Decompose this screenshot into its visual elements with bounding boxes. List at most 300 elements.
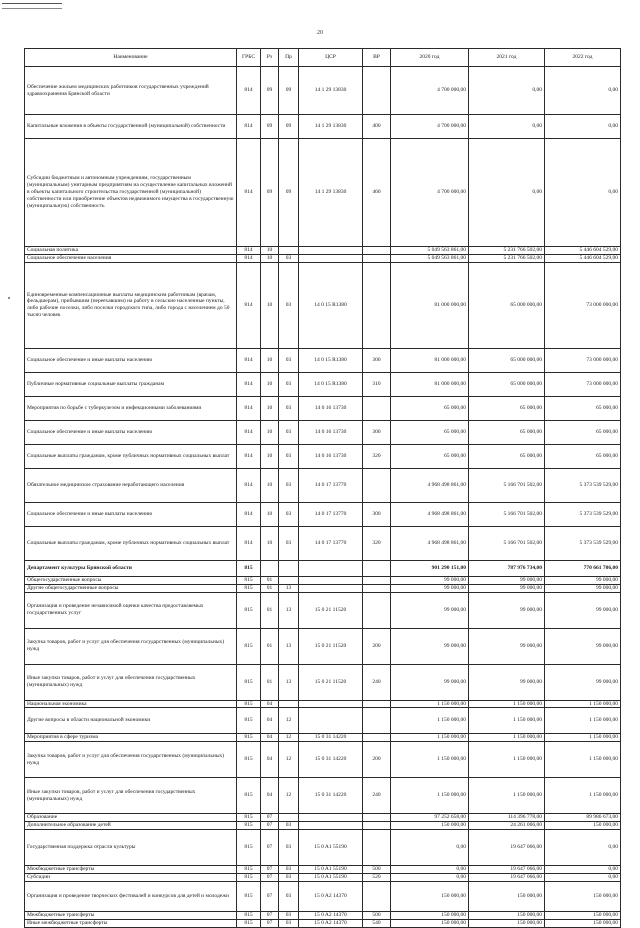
cell-vr bbox=[363, 67, 391, 115]
cell-y2021: 150 000,00 bbox=[469, 919, 545, 927]
cell-pr: 03 bbox=[279, 262, 299, 348]
cell-vr: 460 bbox=[363, 139, 391, 247]
table-row bbox=[25, 468, 621, 502]
cell-y2021: 19 647 066,00 bbox=[469, 873, 545, 881]
cell-name: Социальное обеспечение населения bbox=[25, 254, 237, 262]
cell-pr bbox=[279, 814, 299, 822]
cell-name: Закупка товаров, работ и услуг для обеспечения государственных (муниципальных) нужд bbox=[25, 742, 237, 778]
table-row bbox=[25, 700, 621, 708]
cell-grbs: 815 bbox=[237, 873, 261, 881]
cell-name: Государственная поддержка отрасли культуры bbox=[25, 830, 237, 866]
cell-csr: 14 0 17 13770 bbox=[299, 468, 363, 502]
table-row bbox=[25, 372, 621, 396]
header-pr: Пр bbox=[279, 49, 299, 67]
cell-grbs: 814 bbox=[237, 139, 261, 247]
cell-y2021: 114 396 778,00 bbox=[469, 814, 545, 822]
cell-csr: 15 0 A2 14370 bbox=[299, 911, 363, 919]
cell-rz: 10 bbox=[261, 468, 279, 502]
header-2020: 2020 год bbox=[391, 49, 469, 67]
table-row bbox=[25, 115, 621, 139]
cell-name: Иные межбюджетные трансферты bbox=[25, 919, 237, 927]
cell-grbs: 814 bbox=[237, 396, 261, 420]
table-body bbox=[25, 67, 621, 928]
cell-csr: 15 0 A1 55190 bbox=[299, 873, 363, 881]
cell-y2020: 99 000,00 bbox=[391, 584, 469, 592]
cell-y2022: 0,00 bbox=[545, 830, 621, 866]
header-2022: 2022 год bbox=[545, 49, 621, 67]
cell-y2020: 4 968 498 861,00 bbox=[391, 468, 469, 502]
cell-y2022: 99 000,00 bbox=[545, 664, 621, 700]
cell-rz: 10 bbox=[261, 444, 279, 468]
cell-y2021: 65 000 000,00 bbox=[469, 348, 545, 372]
table-row bbox=[25, 708, 621, 734]
cell-y2021: 99 000,00 bbox=[469, 592, 545, 628]
cell-name: Социальная политика bbox=[25, 247, 237, 255]
cell-y2020: 65 000,00 bbox=[391, 420, 469, 444]
cell-rz: 01 bbox=[261, 664, 279, 700]
cell-name: Организация и проведение независимой оценки качества предоставляемых государственных услуг bbox=[25, 592, 237, 628]
cell-y2020: 4 700 000,00 bbox=[391, 139, 469, 247]
cell-vr bbox=[363, 468, 391, 502]
cell-vr: 240 bbox=[363, 664, 391, 700]
cell-pr: 03 bbox=[279, 881, 299, 911]
header-rz: Рз bbox=[261, 49, 279, 67]
cell-y2020: 0,00 bbox=[391, 873, 469, 881]
cell-y2021: 99 000,00 bbox=[469, 664, 545, 700]
cell-grbs: 815 bbox=[237, 911, 261, 919]
cell-y2021: 5 231 766 502,00 bbox=[469, 254, 545, 262]
cell-pr: 12 bbox=[279, 708, 299, 734]
cell-y2021: 99 000,00 bbox=[469, 576, 545, 584]
cell-csr: 14 0 15 R1380 bbox=[299, 348, 363, 372]
cell-y2020: 99 000,00 bbox=[391, 592, 469, 628]
cell-y2021: 65 000,00 bbox=[469, 420, 545, 444]
cell-y2020: 0,00 bbox=[391, 830, 469, 866]
cell-y2020: 99 000,00 bbox=[391, 664, 469, 700]
cell-csr bbox=[299, 700, 363, 708]
cell-vr: 400 bbox=[363, 115, 391, 139]
cell-y2021: 5 166 701 502,00 bbox=[469, 502, 545, 526]
cell-vr bbox=[363, 592, 391, 628]
cell-name: Обеспечение жильем медицинских работников государственных учреждений здравоохранения Брянской области bbox=[25, 67, 237, 115]
cell-y2022: 5 373 539 529,00 bbox=[545, 526, 621, 560]
cell-y2022: 770 661 706,00 bbox=[545, 560, 621, 576]
cell-name: Дополнительное образование детей bbox=[25, 822, 237, 830]
cell-name: Социальное обеспечение и иные выплаты населению bbox=[25, 502, 237, 526]
cell-pr: 03 bbox=[279, 372, 299, 396]
cell-csr bbox=[299, 822, 363, 830]
cell-rz: 07 bbox=[261, 919, 279, 927]
cell-grbs: 815 bbox=[237, 592, 261, 628]
cell-vr bbox=[363, 822, 391, 830]
cell-y2020: 1 150 000,00 bbox=[391, 734, 469, 742]
cell-name: Иные закупки товаров, работ и услуг для обеспечения государственных (муниципальных) нужд bbox=[25, 778, 237, 814]
cell-vr: 520 bbox=[363, 873, 391, 881]
cell-y2021: 19 647 066,00 bbox=[469, 830, 545, 866]
cell-csr bbox=[299, 560, 363, 576]
cell-name: Мероприятия по борьбе с туберкулезом и инфекционными заболеваниями bbox=[25, 396, 237, 420]
cell-rz: 07 bbox=[261, 873, 279, 881]
cell-grbs: 815 bbox=[237, 628, 261, 664]
cell-y2020: 65 000,00 bbox=[391, 444, 469, 468]
header-vr: ВР bbox=[363, 49, 391, 67]
table-row bbox=[25, 262, 621, 348]
cell-name: Мероприятия в сфере туризма bbox=[25, 734, 237, 742]
table-row bbox=[25, 919, 621, 927]
cell-y2021: 65 000 000,00 bbox=[469, 372, 545, 396]
cell-vr bbox=[363, 396, 391, 420]
cell-csr: 15 0 21 11520 bbox=[299, 592, 363, 628]
cell-grbs: 815 bbox=[237, 700, 261, 708]
cell-grbs: 815 bbox=[237, 778, 261, 814]
cell-grbs: 815 bbox=[237, 742, 261, 778]
cell-grbs: 815 bbox=[237, 560, 261, 576]
cell-vr: 300 bbox=[363, 420, 391, 444]
table-row bbox=[25, 734, 621, 742]
cell-grbs: 815 bbox=[237, 822, 261, 830]
cell-y2021: 19 647 066,00 bbox=[469, 866, 545, 874]
cell-pr: 13 bbox=[279, 592, 299, 628]
cell-y2020: 0,00 bbox=[391, 866, 469, 874]
cell-pr: 03 bbox=[279, 873, 299, 881]
cell-rz: 10 bbox=[261, 502, 279, 526]
table-row bbox=[25, 348, 621, 372]
cell-y2022: 1 150 000,00 bbox=[545, 778, 621, 814]
cell-csr: 14 0 16 13730 bbox=[299, 396, 363, 420]
cell-pr: 03 bbox=[279, 502, 299, 526]
cell-csr: 15 0 A1 55190 bbox=[299, 830, 363, 866]
cell-rz: 09 bbox=[261, 115, 279, 139]
cell-csr: 14 0 15 R1380 bbox=[299, 262, 363, 348]
cell-y2022: 150 000,00 bbox=[545, 822, 621, 830]
cell-rz: 04 bbox=[261, 778, 279, 814]
cell-rz: 10 bbox=[261, 254, 279, 262]
cell-pr: 12 bbox=[279, 778, 299, 814]
cell-grbs: 815 bbox=[237, 664, 261, 700]
cell-rz: 09 bbox=[261, 139, 279, 247]
cell-vr: 320 bbox=[363, 526, 391, 560]
cell-csr: 15 0 31 14220 bbox=[299, 734, 363, 742]
cell-csr: 14 1 29 13830 bbox=[299, 67, 363, 115]
table-row bbox=[25, 866, 621, 874]
cell-y2021: 150 000,00 bbox=[469, 911, 545, 919]
cell-y2022: 99 000,00 bbox=[545, 576, 621, 584]
cell-y2022: 73 000 000,00 bbox=[545, 262, 621, 348]
table-row bbox=[25, 576, 621, 584]
cell-y2020: 99 000,00 bbox=[391, 576, 469, 584]
table-row bbox=[25, 254, 621, 262]
cell-pr bbox=[279, 560, 299, 576]
header-2021: 2021 год bbox=[469, 49, 545, 67]
cell-pr: 12 bbox=[279, 734, 299, 742]
cell-y2021: 99 000,00 bbox=[469, 628, 545, 664]
cell-y2020: 99 000,00 bbox=[391, 628, 469, 664]
cell-name: Субсидии бюджетным и автономным учреждениям, государственным (муниципальным) унитарным предприятиям на осуществление капитальных вложений в объекты капитального строительства государственной (муниципальной) собственности или приобретение объектов недвижимого имущества в государственную (муниципальную) собственность bbox=[25, 139, 237, 247]
cell-y2021: 99 000,00 bbox=[469, 584, 545, 592]
cell-pr: 13 bbox=[279, 584, 299, 592]
cell-y2021: 0,00 bbox=[469, 115, 545, 139]
cell-y2022: 5 446 604 529,00 bbox=[545, 247, 621, 255]
cell-csr: 15 0 21 11520 bbox=[299, 628, 363, 664]
table-row bbox=[25, 881, 621, 911]
cell-y2022: 150 000,00 bbox=[545, 919, 621, 927]
cell-rz: 10 bbox=[261, 348, 279, 372]
cell-y2022: 0,00 bbox=[545, 873, 621, 881]
cell-grbs: 814 bbox=[237, 254, 261, 262]
budget-table bbox=[24, 48, 621, 928]
cell-vr bbox=[363, 262, 391, 348]
cell-grbs: 814 bbox=[237, 115, 261, 139]
cell-name: Социальные выплаты гражданам, кроме публичных нормативных социальных выплат bbox=[25, 444, 237, 468]
cell-rz: 07 bbox=[261, 911, 279, 919]
cell-pr: 09 bbox=[279, 67, 299, 115]
cell-pr: 12 bbox=[279, 742, 299, 778]
cell-csr bbox=[299, 254, 363, 262]
cell-grbs: 815 bbox=[237, 830, 261, 866]
cell-y2022: 150 000,00 bbox=[545, 881, 621, 911]
scan-dot bbox=[8, 297, 10, 299]
cell-name: Другие общегосударственные вопросы bbox=[25, 584, 237, 592]
header-name: Наименование bbox=[25, 49, 237, 67]
cell-y2022: 1 150 000,00 bbox=[545, 742, 621, 778]
cell-csr: 14 0 16 13730 bbox=[299, 444, 363, 468]
cell-vr: 200 bbox=[363, 628, 391, 664]
cell-y2020: 81 000 000,00 bbox=[391, 262, 469, 348]
cell-rz: 10 bbox=[261, 420, 279, 444]
cell-vr: 200 bbox=[363, 742, 391, 778]
cell-grbs: 814 bbox=[237, 247, 261, 255]
cell-csr: 14 1 29 13830 bbox=[299, 139, 363, 247]
table-row bbox=[25, 830, 621, 866]
cell-grbs: 815 bbox=[237, 881, 261, 911]
cell-csr: 15 0 A1 55190 bbox=[299, 866, 363, 874]
cell-vr bbox=[363, 584, 391, 592]
cell-y2020: 81 000 000,00 bbox=[391, 372, 469, 396]
cell-grbs: 814 bbox=[237, 262, 261, 348]
cell-name: Департамент культуры Брянской области bbox=[25, 560, 237, 576]
cell-name: Социальное обеспечение и иные выплаты населению bbox=[25, 420, 237, 444]
cell-y2022: 65 000,00 bbox=[545, 396, 621, 420]
cell-grbs: 815 bbox=[237, 576, 261, 584]
cell-rz: 09 bbox=[261, 67, 279, 115]
cell-csr: 15 0 A2 14370 bbox=[299, 919, 363, 927]
cell-y2022: 1 150 000,00 bbox=[545, 734, 621, 742]
cell-rz: 04 bbox=[261, 734, 279, 742]
cell-y2022: 0,00 bbox=[545, 67, 621, 115]
cell-y2020: 150 000,00 bbox=[391, 822, 469, 830]
cell-name: Национальная экономика bbox=[25, 700, 237, 708]
cell-pr: 03 bbox=[279, 526, 299, 560]
cell-grbs: 814 bbox=[237, 444, 261, 468]
table-row bbox=[25, 628, 621, 664]
cell-pr: 03 bbox=[279, 348, 299, 372]
cell-y2022: 0,00 bbox=[545, 115, 621, 139]
cell-y2021: 1 150 000,00 bbox=[469, 778, 545, 814]
cell-grbs: 814 bbox=[237, 502, 261, 526]
cell-csr: 14 1 29 13830 bbox=[299, 115, 363, 139]
cell-grbs: 815 bbox=[237, 584, 261, 592]
cell-vr: 320 bbox=[363, 444, 391, 468]
table-row bbox=[25, 664, 621, 700]
cell-name: Субсидии bbox=[25, 873, 237, 881]
cell-csr: 15 0 A2 14370 bbox=[299, 881, 363, 911]
cell-rz: 01 bbox=[261, 592, 279, 628]
table-header-row bbox=[25, 49, 621, 67]
cell-rz: 07 bbox=[261, 866, 279, 874]
cell-rz: 01 bbox=[261, 628, 279, 664]
cell-y2022: 73 000 000,00 bbox=[545, 372, 621, 396]
cell-pr bbox=[279, 700, 299, 708]
cell-vr: 240 bbox=[363, 778, 391, 814]
cell-name: Межбюджетные трансферты bbox=[25, 866, 237, 874]
cell-vr bbox=[363, 700, 391, 708]
cell-pr: 03 bbox=[279, 911, 299, 919]
cell-rz: 04 bbox=[261, 742, 279, 778]
cell-y2022: 65 000,00 bbox=[545, 420, 621, 444]
cell-y2020: 150 000,00 bbox=[391, 881, 469, 911]
cell-rz: 07 bbox=[261, 830, 279, 866]
cell-y2021: 1 150 000,00 bbox=[469, 742, 545, 778]
cell-y2022: 150 000,00 bbox=[545, 911, 621, 919]
cell-y2020: 97 252 658,00 bbox=[391, 814, 469, 822]
cell-name: Иные закупки товаров, работ и услуг для обеспечения государственных (муниципальных) нужд bbox=[25, 664, 237, 700]
cell-grbs: 814 bbox=[237, 372, 261, 396]
cell-rz: 01 bbox=[261, 576, 279, 584]
cell-y2021: 24 261 066,00 bbox=[469, 822, 545, 830]
table-row bbox=[25, 911, 621, 919]
cell-rz: 07 bbox=[261, 814, 279, 822]
cell-name: Образование bbox=[25, 814, 237, 822]
cell-vr bbox=[363, 708, 391, 734]
cell-y2020: 4 700 000,00 bbox=[391, 67, 469, 115]
cell-csr bbox=[299, 576, 363, 584]
cell-name: Единовременные компенсационные выплаты медицинским работникам (врачам, фельдшерам), прибывшим (переехавшим) на работу в сельские населенные пункты, либо рабочие поселки, либо поселки городского типа, либо города с населением до 50 тысяч человек bbox=[25, 262, 237, 348]
cell-grbs: 815 bbox=[237, 866, 261, 874]
cell-pr: 03 bbox=[279, 468, 299, 502]
cell-pr: 03 bbox=[279, 396, 299, 420]
cell-pr: 03 bbox=[279, 254, 299, 262]
cell-y2020: 4 968 498 861,00 bbox=[391, 526, 469, 560]
table-row bbox=[25, 444, 621, 468]
cell-rz: 07 bbox=[261, 881, 279, 911]
cell-y2021: 65 000 000,00 bbox=[469, 262, 545, 348]
cell-y2020: 1 150 000,00 bbox=[391, 708, 469, 734]
cell-pr bbox=[279, 247, 299, 255]
cell-y2020: 81 000 000,00 bbox=[391, 348, 469, 372]
cell-rz: 10 bbox=[261, 247, 279, 255]
cell-y2021: 0,00 bbox=[469, 139, 545, 247]
cell-csr: 14 0 15 R1380 bbox=[299, 372, 363, 396]
cell-y2022: 99 000,00 bbox=[545, 628, 621, 664]
page-number: 20 bbox=[317, 30, 323, 36]
cell-pr bbox=[279, 576, 299, 584]
cell-pr: 03 bbox=[279, 444, 299, 468]
cell-vr: 500 bbox=[363, 866, 391, 874]
cell-pr: 03 bbox=[279, 830, 299, 866]
cell-vr bbox=[363, 830, 391, 866]
cell-vr bbox=[363, 247, 391, 255]
cell-rz: 10 bbox=[261, 262, 279, 348]
cell-grbs: 815 bbox=[237, 734, 261, 742]
cell-vr: 300 bbox=[363, 348, 391, 372]
cell-vr bbox=[363, 881, 391, 911]
cell-grbs: 814 bbox=[237, 526, 261, 560]
cell-y2021: 150 000,00 bbox=[469, 881, 545, 911]
cell-rz: 01 bbox=[261, 584, 279, 592]
cell-csr: 15 0 21 11520 bbox=[299, 664, 363, 700]
cell-y2022: 0,00 bbox=[545, 866, 621, 874]
cell-name: Публичные нормативные социальные выплаты гражданам bbox=[25, 372, 237, 396]
table-row bbox=[25, 67, 621, 115]
table-row bbox=[25, 247, 621, 255]
cell-vr bbox=[363, 560, 391, 576]
cell-y2021: 5 166 701 502,00 bbox=[469, 468, 545, 502]
table-row bbox=[25, 873, 621, 881]
cell-vr: 310 bbox=[363, 372, 391, 396]
cell-csr: 15 0 31 14220 bbox=[299, 742, 363, 778]
cell-y2022: 89 986 673,00 bbox=[545, 814, 621, 822]
cell-name: Закупка товаров, работ и услуг для обеспечения государственных (муниципальных) нужд bbox=[25, 628, 237, 664]
cell-y2020: 1 150 000,00 bbox=[391, 778, 469, 814]
cell-grbs: 815 bbox=[237, 919, 261, 927]
table-row bbox=[25, 814, 621, 822]
cell-grbs: 814 bbox=[237, 348, 261, 372]
cell-y2020: 1 150 000,00 bbox=[391, 700, 469, 708]
cell-grbs: 814 bbox=[237, 420, 261, 444]
cell-y2022: 1 150 000,00 bbox=[545, 708, 621, 734]
cell-csr bbox=[299, 247, 363, 255]
cell-vr: 540 bbox=[363, 919, 391, 927]
cell-y2022: 5 373 539 529,00 bbox=[545, 502, 621, 526]
cell-name: Обязательное медицинское страхование неработающего населения bbox=[25, 468, 237, 502]
scan-edge-mark bbox=[2, 3, 62, 9]
cell-name: Организация и проведение творческих фестивалей и конкурсов для детей и молодежи bbox=[25, 881, 237, 911]
cell-y2022: 73 000 000,00 bbox=[545, 348, 621, 372]
cell-y2022: 5 446 604 529,00 bbox=[545, 254, 621, 262]
cell-name: Капитальные вложения в объекты государственной (муниципальной) собственности bbox=[25, 115, 237, 139]
cell-pr: 03 bbox=[279, 919, 299, 927]
cell-name: Другие вопросы в области национальной экономики bbox=[25, 708, 237, 734]
cell-grbs: 815 bbox=[237, 708, 261, 734]
cell-grbs: 815 bbox=[237, 814, 261, 822]
cell-rz: 10 bbox=[261, 372, 279, 396]
cell-vr: 300 bbox=[363, 502, 391, 526]
header-grbs: ГРБС bbox=[237, 49, 261, 67]
cell-y2021: 1 150 000,00 bbox=[469, 700, 545, 708]
cell-pr: 03 bbox=[279, 420, 299, 444]
cell-y2022: 65 000,00 bbox=[545, 444, 621, 468]
cell-rz: 10 bbox=[261, 526, 279, 560]
cell-rz: 10 bbox=[261, 396, 279, 420]
cell-csr: 14 0 17 13770 bbox=[299, 526, 363, 560]
cell-name: Межбюджетные трансферты bbox=[25, 911, 237, 919]
header-csr: ЦСР bbox=[299, 49, 363, 67]
cell-vr bbox=[363, 576, 391, 584]
cell-vr: 500 bbox=[363, 911, 391, 919]
cell-y2022: 0,00 bbox=[545, 139, 621, 247]
cell-csr: 15 0 31 14220 bbox=[299, 778, 363, 814]
cell-y2020: 5 049 563 861,00 bbox=[391, 254, 469, 262]
cell-csr bbox=[299, 584, 363, 592]
cell-rz: 04 bbox=[261, 700, 279, 708]
table-row bbox=[25, 742, 621, 778]
table-row bbox=[25, 592, 621, 628]
cell-y2020: 4 968 498 861,00 bbox=[391, 502, 469, 526]
cell-y2021: 1 150 000,00 bbox=[469, 708, 545, 734]
cell-rz: 07 bbox=[261, 822, 279, 830]
cell-y2022: 5 373 539 529,00 bbox=[545, 468, 621, 502]
cell-y2021: 65 000,00 bbox=[469, 396, 545, 420]
